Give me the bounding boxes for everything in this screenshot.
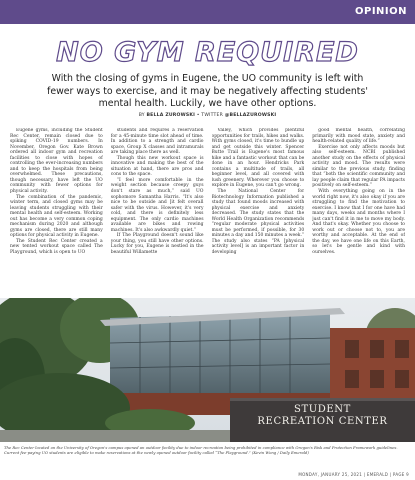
rec-center-photo xyxy=(0,298,415,442)
sign-line-1: STUDENT xyxy=(294,404,351,415)
paragraph: The Student Rec Center created a new tented workout space called The Playground, which is open to UO xyxy=(10,238,103,256)
article-column-3 xyxy=(212,128,305,295)
paragraph: “I feel more comfortable in the weight section because creepy guys don't stare as much,” said UO sophomore Samantha Harris. “It's also nice to be outside and [it felt overall safer with the virus. However, it's very cold, and there is definitely less equipment. The only cardio machines available are bikes and rowing machines. It's also awkwardly quiet.” xyxy=(110,177,204,233)
article-body xyxy=(10,128,405,295)
paragraph: Exercise not only affects moods but also self-esteem. NCBI published another study on the effects of physical activity and mood. The results were similar to the previous study, finding that “both the scientific community and lay people claim that regular PA impacts positively on self-esteem.” xyxy=(312,144,405,189)
sign-text xyxy=(230,404,415,428)
paragraph: With everything going on in the world right now, it's also okay if you are struggling to find the motivation to exercise. I know that I for one have had many days, weeks and months where I just can't find it in me to move my body. And that's okay. Whether you choose to work out or choose not to, you are worthy and acceptable. At the end of the day, we have one life on this Earth, so let's be gentle and kind with ourselves. xyxy=(312,189,405,256)
paragraph: If The Playground doesn't sound like your thing, you still have other options. Lucky for you, Eugene is nestled in the beautiful Willamette xyxy=(110,233,204,256)
paragraph: students and requires a reservation for a 45-minute time slot ahead of time. In addition to a strength and cardio space, Group X classes and intramurals are taking place there as well. xyxy=(110,128,204,156)
section-header-bar xyxy=(0,0,415,24)
headline: NO GYM REQUIRED xyxy=(56,37,359,68)
byline-twitter-label: • TWITTER xyxy=(195,113,225,118)
byline xyxy=(0,113,415,118)
sign-line-2: RECREATION CENTER xyxy=(257,416,388,427)
page-folio: MONDAY, JANUARY 25, 2021 | EMERALD | PAGE 9 xyxy=(298,472,409,477)
dek: With the closing of gyms in Eugene, the UO community is left with fewer ways to exercise, and it may be negatively affecting students' mental health. Luckily, we have other options. xyxy=(47,73,368,109)
byline-author: BELLA ZUROWSKI xyxy=(146,113,196,118)
paragraph: Though this new workout space is innovative and making the best of the situation at hand, there are pros and cons to the space. xyxy=(110,155,204,178)
paragraph: The combination of the pandemic, winter term, and closed gyms may be leaving students struggling with their mental health and self-esteem. Working out has become a very common coping mechanism during 2020 and although gyms are closed, there are still many options for physical activity in Eugene. xyxy=(10,194,103,239)
byline-handle: @BELLAZUROWSKI xyxy=(224,113,277,118)
paragraph: Valley, which provides plentiful opportunities for trails, hikes and walks. With gyms closed, it's time to bundle up and get outside this winter. Spencer Butte Trail is Eugene's most famous hike and a fantastic workout that can be done in an hour. Hendricks Park contains a multitude of trails, all beginner level, and all covered with lush greenery. Wherever you choose to explore in Eugene, you can't go wrong. xyxy=(211,128,305,189)
paragraph: The National Center for Biotechnology Information published a study that found moods increased with physical exercise and anxiety decreased. The study states that the World Health Organization recommends “regular moderate physical activities must be performed, if possible, for 30 minutes a day and 150 minutes a week.” The study also states “PA [physical activity level] is an important factor in developing xyxy=(211,189,305,256)
paragraph: good mental health, correlating primarily with mood state, anxiety and health-related quality of life.” xyxy=(312,128,405,145)
article-column-4 xyxy=(312,128,405,295)
section-label: OPINION xyxy=(354,6,407,17)
byline-prefix: BY xyxy=(138,113,147,118)
article-column-2 xyxy=(111,128,204,295)
paragraph: Eugene gyms, including the Student Rec Center, remain closed due to spiking COVID-19 numbers. In November, Oregon Gov. Kate Brown ordered all indoor gym and recreation facilities to close with hopes of controlling the ever-increasing numbers and to keep the hospitals from being overwhelmed. These precautions, though necessary, have left the UO community with fewer options for physical activity. xyxy=(10,128,103,195)
photo-caption: The Rec Center located on the University of Oregon's campus opened an outdoor facility due to indoor recreation being prohibited in compliance with Oregon's Risk and Protection Framework guidelines. Current fee-paying UO students are eligible to make reservations at the newly opened outdoor facility called “The Playground.” (Kevin Wong / Daily Emerald) xyxy=(4,445,398,455)
article-column-1 xyxy=(10,128,103,295)
